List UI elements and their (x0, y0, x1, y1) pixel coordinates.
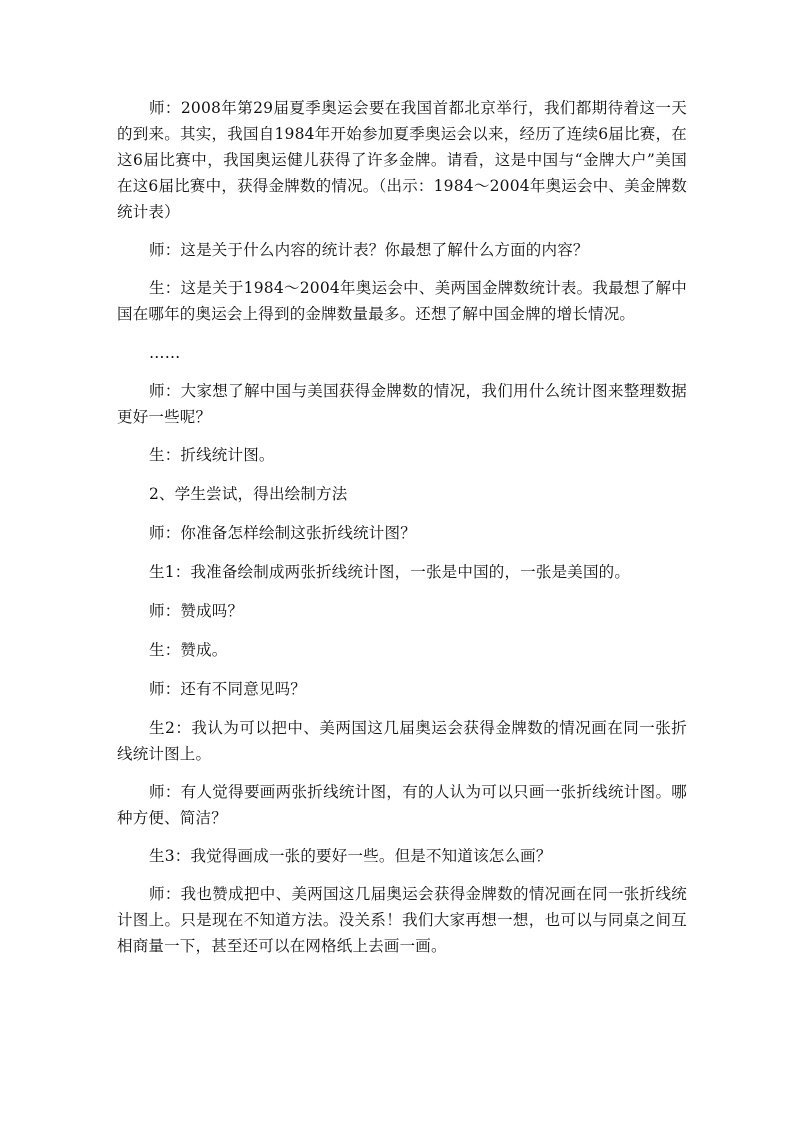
paragraph-student1: 生1：我准备绘制成两张折线统计图，一张是中国的，一张是美国的。 (149, 563, 631, 581)
paragraph-student-answer: 生：这是关于1984～2004年奥运会中、美两国金牌数统计表。我最想了解中国在哪年的奥运会上得到的金牌数量最多。还想了解中国金牌的增长情况。 (117, 279, 687, 323)
paragraph-teacher-compare: 师：有人觉得要画两张折线统计图，有的人认为可以只画一张折线统计图。哪种方便、简洁？ (117, 783, 687, 827)
document-body (117, 95, 687, 959)
paragraph-student-agree: 生：赞成。 (149, 641, 228, 659)
paragraph-student-line-chart: 生：折线统计图。 (149, 446, 275, 464)
paragraph-student3: 生3：我觉得画成一张的要好一些。但是不知道该怎么画？ (149, 847, 552, 865)
paragraph-teacher-agree: 师：赞成吗？ (149, 602, 244, 620)
section-heading-student-attempt: 2、学生尝试，得出绘制方法 (149, 485, 348, 503)
paragraph-teacher-question: 师：这是关于什么内容的统计表？你最想了解什么方面的内容？ (149, 241, 589, 259)
paragraph-teacher-conclusion: 师：我也赞成把中、美两国这几届奥运会获得金牌数的情况画在同一张折线统计图上。只是现在不知道方法。没关系！我们大家再想一想，也可以与同桌之间互相商量一下，甚至还可以在网格纸上去画一画。 (117, 885, 687, 955)
paragraph-teacher-other-opinion: 师：还有不同意见吗？ (149, 680, 307, 698)
paragraph-teacher-how-draw: 师：你准备怎样绘制这张折线统计图？ (149, 524, 416, 542)
paragraph-ellipsis: …… (149, 344, 181, 362)
paragraph-teacher-intro: 师：2008年第29届夏季奥运会要在我国首都北京举行，我们都期待着这一天的到来。其实，我国自1984年开始参加夏季奥运会以来，经历了连续6届比赛，在这6届比赛中，我国奥运健儿获得了许多金牌。请看，这是中国与“金牌大户”美国在这6届比赛中，获得金牌数的情况。（出示：1984～2004年奥运会中、美金牌数统计表） (117, 99, 687, 221)
paragraph-teacher-chart-question: 师：大家想了解中国与美国获得金牌数的情况，我们用什么统计图来整理数据更好一些呢？ (117, 382, 687, 426)
paragraph-student2: 生2：我认为可以把中、美两国这几届奥运会获得金牌数的情况画在同一张折线统计图上。 (117, 719, 687, 763)
